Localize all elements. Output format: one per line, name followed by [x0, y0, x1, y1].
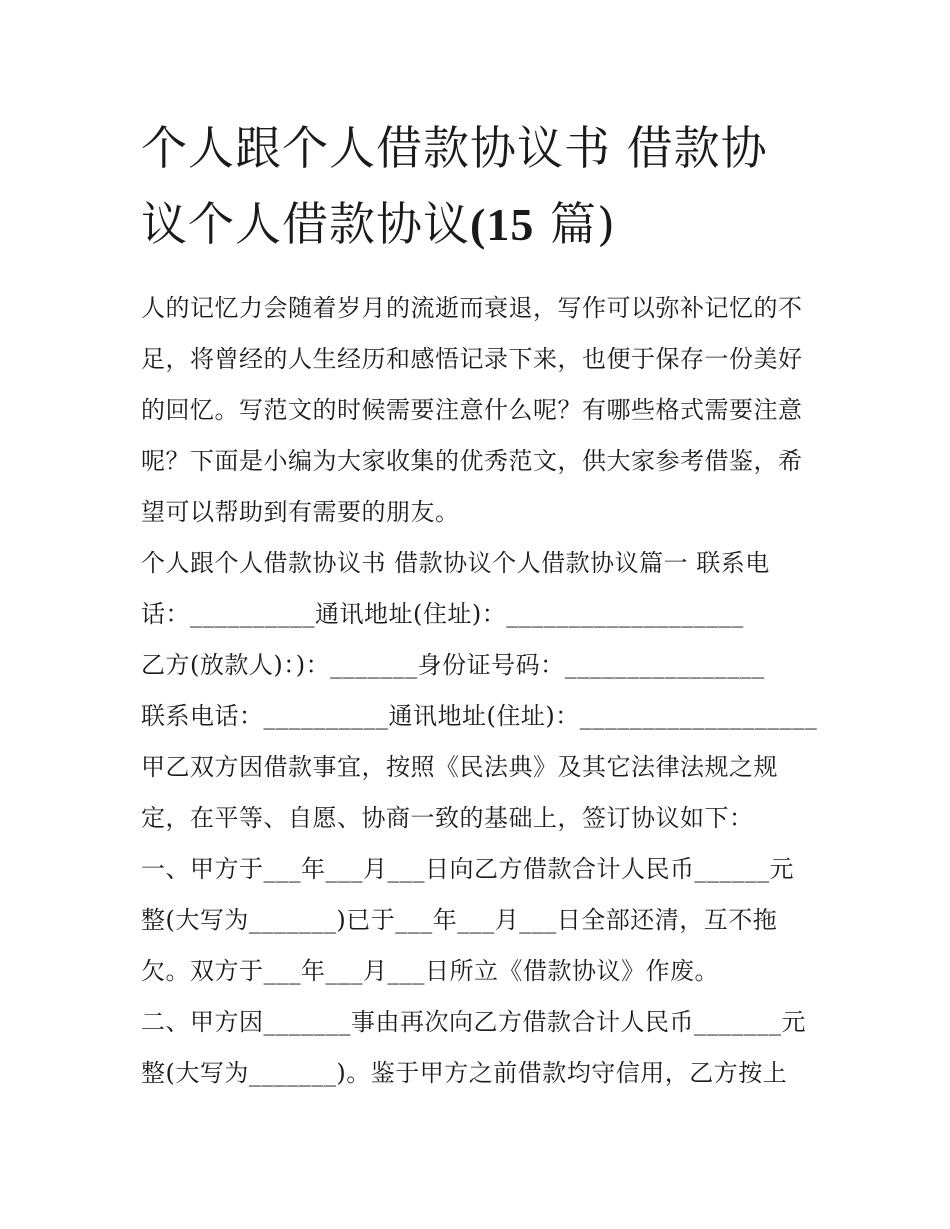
document-body	[141, 283, 821, 1099]
title-line-2-prefix: 议个人借款协议	[141, 197, 470, 251]
title-line-2-suffix: 篇)	[534, 197, 616, 251]
section-line: 个人跟个人借款协议书 借款协议个人借款协议篇一 联系电	[141, 549, 770, 577]
document-title	[141, 110, 821, 263]
section-line: 一、甲方于___年___月___日向乙方借款合计人民币______元	[141, 855, 794, 883]
section-line: 话：__________通讯地址(住址)：___________________	[141, 600, 744, 628]
section-line: 定，在平等、自愿、协商一致的基础上，签订协议如下：	[141, 804, 754, 832]
intro-line: 呢？下面是小编为大家收集的优秀范文，供大家参考借鉴，希	[141, 447, 803, 475]
intro-line: 足，将曾经的人生经历和感悟记录下来，也便于保存一份美好	[141, 345, 803, 373]
section-line: 乙方(放款人)：)：_______身份证号码：________________	[141, 651, 765, 679]
intro-line: 人的记忆力会随着岁月的流逝而衰退，写作可以弥补记忆的不	[141, 294, 803, 322]
section-line: 甲乙双方因借款事宜，按照《民法典》及其它法律法规之规	[141, 753, 778, 781]
agreement-section	[141, 538, 821, 1099]
section-line: 整(大写为_______)已于___年___月___日全部还清，互不拖	[141, 906, 778, 934]
intro-line: 的回忆。写范文的时候需要注意什么呢？有哪些格式需要注意	[141, 396, 803, 424]
section-line: 欠。双方于___年___月___日所立《借款协议》作废。	[141, 957, 719, 985]
intro-paragraph	[141, 283, 821, 538]
document-page	[141, 110, 821, 1099]
section-line: 整(大写为_______)。鉴于甲方之前借款均守信用，乙方按上	[141, 1059, 788, 1087]
section-line: 二、甲方因_______事由再次向乙方借款合计人民币_______元	[141, 1008, 806, 1036]
title-line-1: 个人跟个人借款协议书 借款协	[141, 121, 768, 175]
section-line: 联系电话：__________通讯地址(住址)：___________________	[141, 702, 818, 730]
title-line-2-number: (15	[470, 199, 535, 250]
intro-line: 望可以帮助到有需要的朋友。	[141, 498, 460, 526]
title-line-2	[141, 186, 821, 263]
